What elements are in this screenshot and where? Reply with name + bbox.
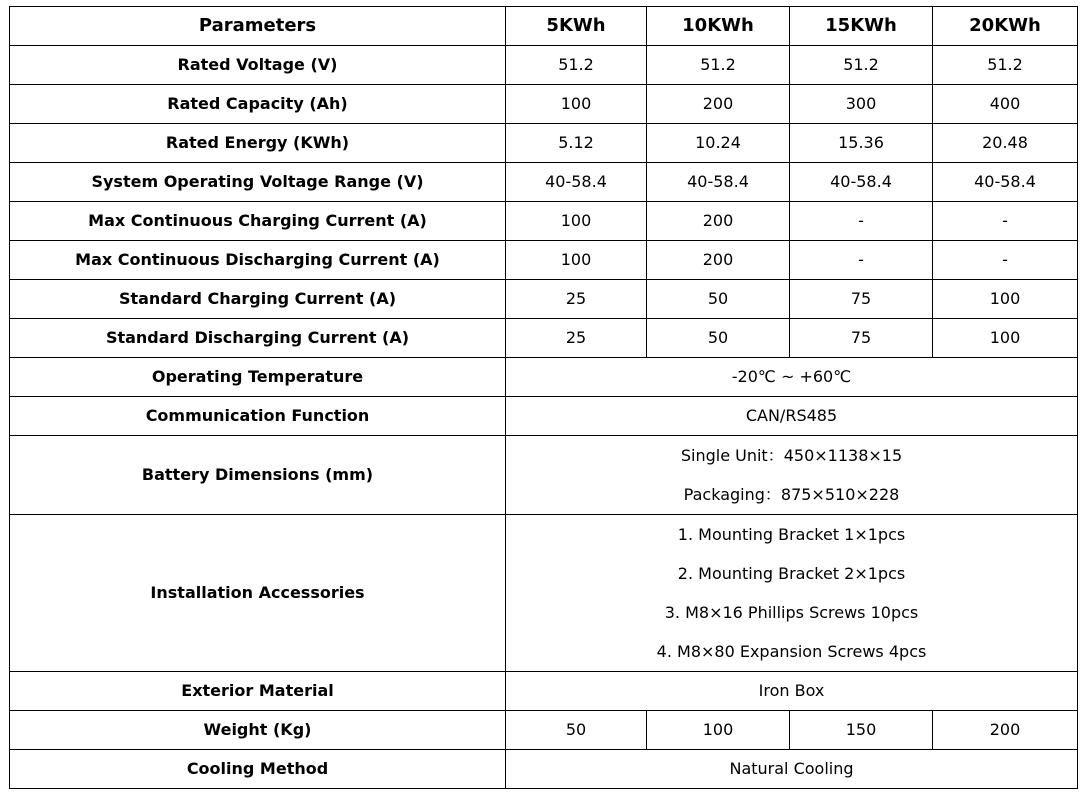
param-label: Cooling Method <box>10 750 506 789</box>
table-cell: 100 <box>506 85 647 124</box>
table-cell: 400 <box>933 85 1078 124</box>
table-cell: 200 <box>647 202 790 241</box>
header-model-5kwh: 5KWh <box>506 7 647 46</box>
table-row-communication-function <box>10 397 1078 436</box>
accessory-line: 3. M8×16 Phillips Screws 10pcs <box>664 603 919 622</box>
battery-spec-table <box>9 6 1078 789</box>
param-label: Rated Energy (KWh) <box>10 124 506 163</box>
table-cell: 100 <box>506 241 647 280</box>
accessory-line: 1. Mounting Bracket 1×1pcs <box>677 525 906 544</box>
table-cell: 10.24 <box>647 124 790 163</box>
param-label: Weight (Kg) <box>10 711 506 750</box>
table-row-voltage-range <box>10 163 1078 202</box>
header-parameters: Parameters <box>10 7 506 46</box>
param-label: Rated Voltage (V) <box>10 46 506 85</box>
table-row-rated-capacity <box>10 85 1078 124</box>
table-cell: 200 <box>647 85 790 124</box>
table-cell: 15.36 <box>790 124 933 163</box>
table-cell: - <box>790 241 933 280</box>
param-label: Exterior Material <box>10 672 506 711</box>
param-label: Rated Capacity (Ah) <box>10 85 506 124</box>
table-cell: 150 <box>790 711 933 750</box>
table-cell: 25 <box>506 319 647 358</box>
table-row-standard-charging-current <box>10 280 1078 319</box>
dimension-line: Single Unit：450×1138×15 <box>680 446 903 465</box>
table-cell: 200 <box>933 711 1078 750</box>
table-cell: - <box>790 202 933 241</box>
table-cell: 40-58.4 <box>933 163 1078 202</box>
table-cell: 75 <box>790 319 933 358</box>
table-row-installation-accessories <box>10 515 1078 672</box>
table-cell: 51.2 <box>506 46 647 85</box>
table-row-rated-voltage <box>10 46 1078 85</box>
table-row-weight <box>10 711 1078 750</box>
table-cell <box>506 515 1078 672</box>
header-model-20kwh: 20KWh <box>933 7 1078 46</box>
table-cell: 100 <box>506 202 647 241</box>
table-row-operating-temperature <box>10 358 1078 397</box>
table-row-cooling-method <box>10 750 1078 789</box>
table-cell: 40-58.4 <box>790 163 933 202</box>
dimension-line: Packaging：875×510×228 <box>683 485 900 504</box>
table-row-max-discharging-current <box>10 241 1078 280</box>
table-cell: -20℃ ~ +60℃ <box>506 358 1078 397</box>
accessory-line: 4. M8×80 Expansion Screws 4pcs <box>656 642 927 661</box>
table-cell: 25 <box>506 280 647 319</box>
table-cell: 100 <box>933 280 1078 319</box>
table-cell: 200 <box>647 241 790 280</box>
param-label: Battery Dimensions (mm) <box>10 436 506 515</box>
table-cell: 50 <box>647 319 790 358</box>
table-cell: 40-58.4 <box>506 163 647 202</box>
table-cell: 75 <box>790 280 933 319</box>
table-cell: 100 <box>933 319 1078 358</box>
param-label: Standard Discharging Current (A) <box>10 319 506 358</box>
header-model-10kwh: 10KWh <box>647 7 790 46</box>
table-row-standard-discharging-current <box>10 319 1078 358</box>
param-label: Max Continuous Discharging Current (A) <box>10 241 506 280</box>
header-model-15kwh: 15KWh <box>790 7 933 46</box>
param-label: Standard Charging Current (A) <box>10 280 506 319</box>
table-cell: 50 <box>647 280 790 319</box>
table-cell: 20.48 <box>933 124 1078 163</box>
table-row-battery-dimensions <box>10 436 1078 515</box>
table-cell <box>506 436 1078 515</box>
table-cell: - <box>933 202 1078 241</box>
table-row-max-charging-current <box>10 202 1078 241</box>
table-cell: - <box>933 241 1078 280</box>
table-cell: 100 <box>647 711 790 750</box>
param-label: Max Continuous Charging Current (A) <box>10 202 506 241</box>
table-cell: Natural Cooling <box>506 750 1078 789</box>
table-cell: 40-58.4 <box>647 163 790 202</box>
table-cell: 51.2 <box>933 46 1078 85</box>
table-row-rated-energy <box>10 124 1078 163</box>
table-cell: 51.2 <box>790 46 933 85</box>
table-cell: 50 <box>506 711 647 750</box>
table-cell: CAN/RS485 <box>506 397 1078 436</box>
accessory-line: 2. Mounting Bracket 2×1pcs <box>677 564 906 583</box>
param-label: Installation Accessories <box>10 515 506 672</box>
table-row-exterior-material <box>10 672 1078 711</box>
table-cell: 51.2 <box>647 46 790 85</box>
param-label: Operating Temperature <box>10 358 506 397</box>
header-row <box>10 7 1078 46</box>
table-cell: 5.12 <box>506 124 647 163</box>
table-cell: Iron Box <box>506 672 1078 711</box>
table-cell: 300 <box>790 85 933 124</box>
param-label: Communication Function <box>10 397 506 436</box>
param-label: System Operating Voltage Range (V) <box>10 163 506 202</box>
